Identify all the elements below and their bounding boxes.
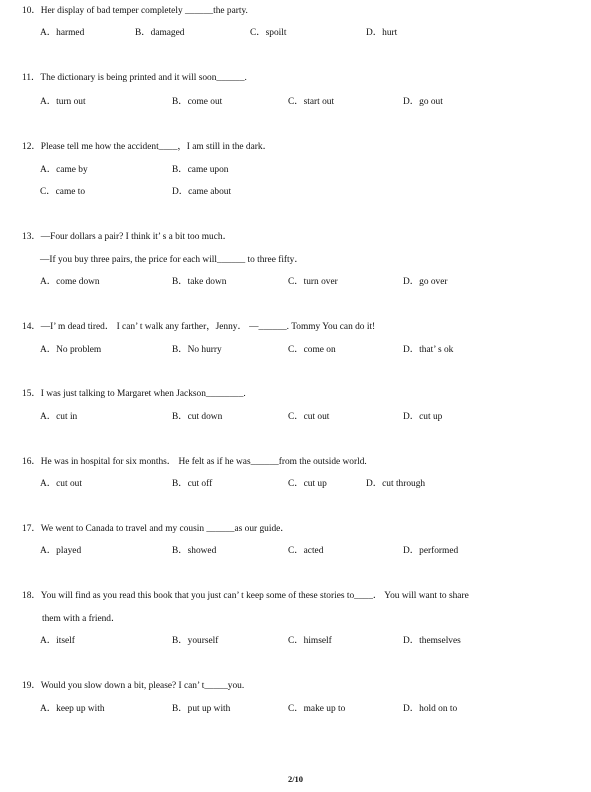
question-stem: 14．—I’ m dead tired． I can’ t walk any farther，Jenny． —______. Tommy You can do it! [22,322,376,332]
option-c: C．himself [288,636,332,646]
option-a: A．cut in [40,412,78,422]
option-d: D．performed [403,546,459,556]
option-c: C．turn over [288,277,338,287]
question-stem: 10．Her display of bad temper completely ______the party. [22,6,248,16]
option-b: B．cut off [172,479,213,489]
option-a: A．turn out [40,97,86,107]
question-stem: 12．Please tell me how the accident____，I am still in the dark． [22,142,272,152]
option-d: D．hold on to [403,704,458,714]
option-a: A．came by [40,165,88,175]
option-d: D．that’ s ok [403,345,454,355]
option-b: B．showed [172,546,217,556]
question-stem: 13．—Four dollars a pair? I think it’ s a bit too much． [22,232,232,242]
option-b: B．damaged [135,28,185,38]
option-a: A．No problem [40,345,102,355]
option-a: A．harmed [40,28,85,38]
option-a: A．keep up with [40,704,105,714]
question-stem-continued: —If you buy three pairs, the price for each will______ to three fifty． [40,255,304,265]
question-stem: 17．We went to Canada to travel and my cousin ______as our guide． [22,524,290,534]
option-d: D．cut through [366,479,426,489]
option-c: C．make up to [288,704,346,714]
option-b: B．No hurry [172,345,222,355]
option-c: C．acted [288,546,324,556]
option-c: C．start out [288,97,335,107]
option-d: D．came about [172,187,232,197]
option-b: B．take down [172,277,227,287]
option-b: B．cut down [172,412,223,422]
page-number: 2/10 [287,774,304,784]
option-b: B．come out [172,97,223,107]
option-d: D．go over [403,277,448,287]
option-c: C．cut up [288,479,327,489]
option-a: A．itself [40,636,75,646]
question-stem: 18．You will find as you read this book that you just can’ t keep some of these stories to____． You will want to share [22,591,469,601]
option-a: A．played [40,546,82,556]
option-c: C．came to [40,187,86,197]
question-stem: 19．Would you slow down a bit, please? I can’ t_____you. [22,681,245,691]
option-b: B．came upon [172,165,229,175]
option-a: A．cut out [40,479,82,489]
option-d: D．go out [403,97,443,107]
question-stem: 16．He was in hospital for six months． He felt as if he was______from the outside world. [22,457,367,467]
option-b: B．put up with [172,704,231,714]
option-c: C．cut out [288,412,330,422]
question-stem-continued: them with a friend． [42,614,121,624]
option-d: D．themselves [403,636,461,646]
option-c: C．come on [288,345,336,355]
option-b: B．yourself [172,636,219,646]
question-stem: 11．The dictionary is being printed and it will soon______. [22,73,247,83]
option-c: C．spoilt [250,28,287,38]
option-d: D．hurt [366,28,398,38]
question-stem: 15．I was just talking to Margaret when Jackson________. [22,389,246,399]
option-d: D．cut up [403,412,443,422]
option-a: A．come down [40,277,100,287]
